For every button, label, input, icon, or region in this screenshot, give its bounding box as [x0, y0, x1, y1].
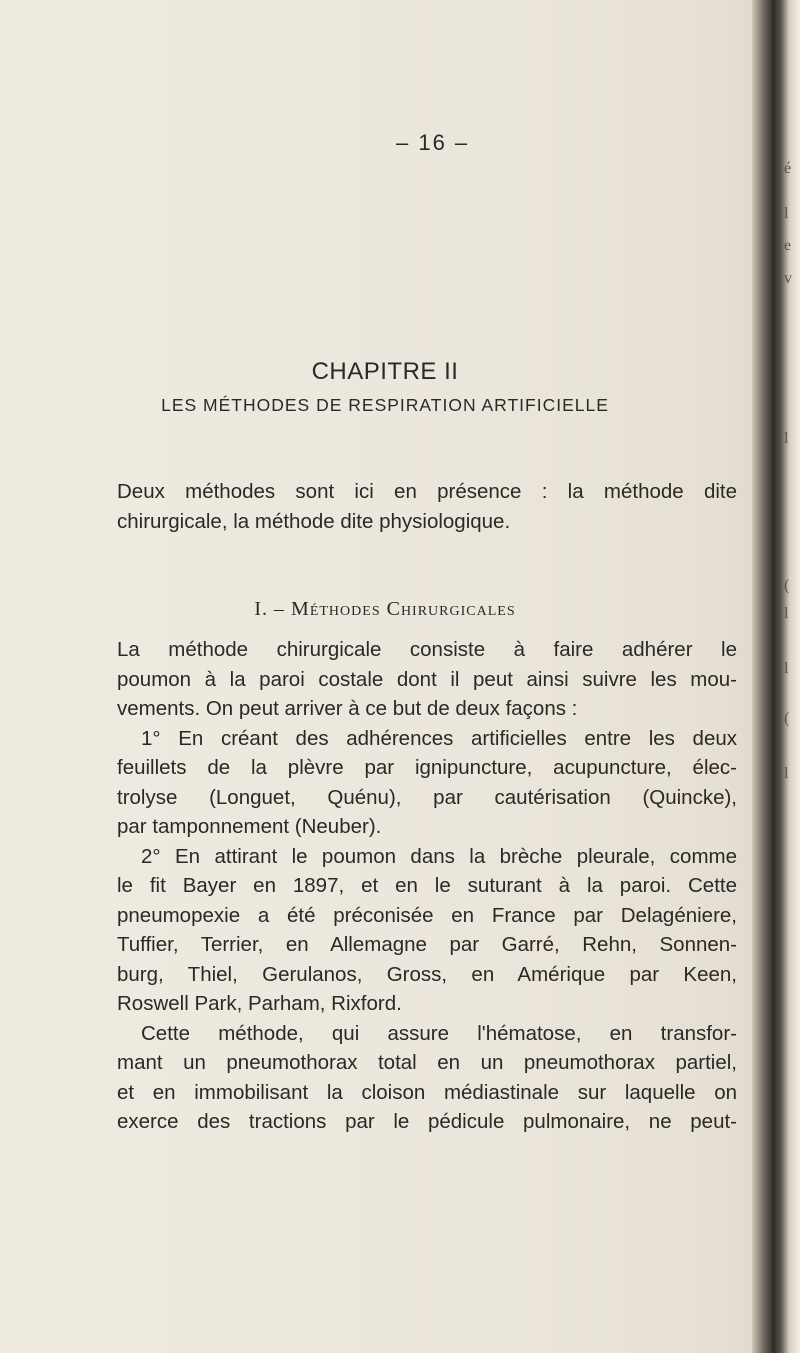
intro-paragraph: [117, 477, 737, 536]
edge-letter: l: [784, 660, 789, 677]
section-number: I. –: [254, 598, 286, 620]
text-line: et en immobilisant la cloison médiastinale sur laquelle on: [117, 1080, 737, 1104]
edge-letter: l: [784, 765, 789, 782]
text-line: poumon à la paroi costale dont il peut ainsi suivre les mou-: [117, 667, 737, 691]
chapter-subtitle: LES MÉTHODES DE RESPIRATION ARTIFICIELLE: [161, 395, 609, 415]
text-line: trolyse (Longuet, Quénu), par cautérisation (Quincke),: [117, 785, 737, 809]
edge-letter: e: [784, 237, 792, 254]
edge-letter: é: [784, 160, 792, 177]
edge-letter: l: [784, 605, 789, 622]
edge-letter: l: [784, 430, 789, 447]
text-line: 2° En attirant le poumon dans la brèche pleurale, comme: [141, 844, 737, 868]
text-line: mant un pneumothorax total en un pneumothorax partiel,: [117, 1051, 737, 1074]
text-line: burg, Thiel, Gerulanos, Gross, en Amérique par Keen,: [117, 962, 737, 986]
body-text: [117, 635, 737, 1137]
text-line: chirurgicale, la méthode dite physiologique.: [117, 509, 511, 533]
text-line: feuillets de la plèvre par ignipuncture, acupuncture, élec-: [117, 756, 737, 779]
text-line: par tamponnement (Neuber).: [117, 815, 382, 838]
edge-letter: v: [784, 270, 792, 287]
text-line: 1° En créant des adhérences artificielles entre les deux: [141, 726, 737, 750]
text-line: Roswell Park, Parham, Rixford.: [117, 992, 402, 1015]
text-line: vements. On peut arriver à ce but de deux façons :: [117, 697, 578, 720]
text-line: le fit Bayer en 1897, et en le suturant à la paroi. Cette: [117, 874, 737, 897]
text-line: La méthode chirurgicale consiste à faire adhérer le: [117, 638, 737, 661]
facing-page-edge: [784, 0, 798, 1353]
page-number: – 16 –: [396, 130, 470, 155]
edge-letter: (: [784, 577, 790, 594]
chapter-title: CHAPITRE II: [311, 358, 459, 385]
text-line: exerce des tractions par le pédicule pulmonaire, ne peut-: [117, 1110, 737, 1133]
section-heading: [0, 598, 770, 621]
edge-letter: l: [784, 205, 789, 222]
text-line: Deux méthodes sont ici en présence : la méthode dite: [117, 480, 737, 503]
section-title: Méthodes Chirurgicales: [291, 598, 516, 620]
text-line: Tuffier, Terrier, en Allemagne par Garré, Rehn, Sonnen-: [117, 933, 737, 956]
edge-letter: (: [784, 710, 790, 727]
text-line: Cette méthode, qui assure l'hématose, en transfor-: [141, 1021, 737, 1045]
text-line: pneumopexie a été préconisée en France par Delagéniere,: [117, 903, 737, 927]
